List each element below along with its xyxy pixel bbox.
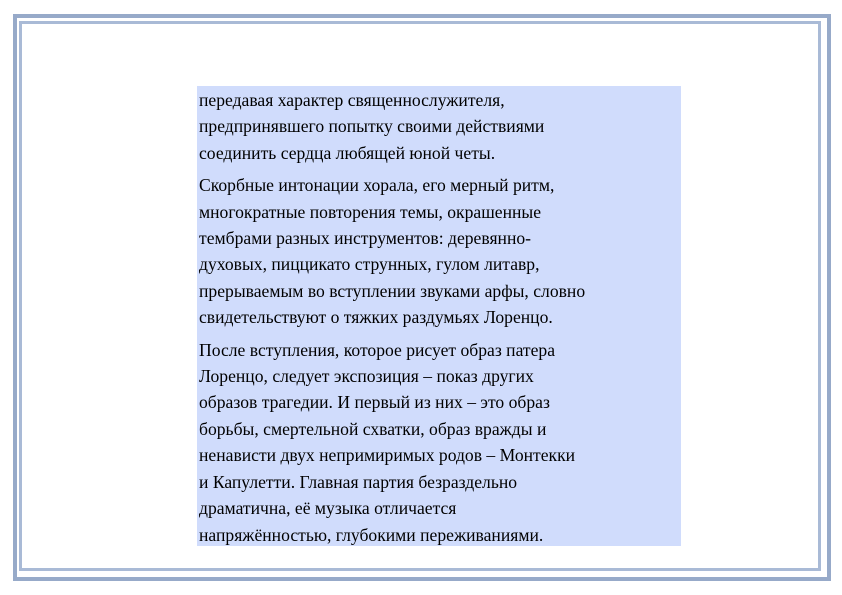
text-block [197, 86, 681, 546]
paragraph-3: После вступления, которое рисует образ патера Лоренцо, следует экспозиция – показ других образов трагедии. И первый из них – это образ борьбы, смертельной схватки, образ вражды и ненависти двух непримиримых родов – Монтекки и Капулетти. Главная партия безраздельно драматична, её музыка отличается напряжённостью, глубокими переживаниями. [199, 339, 576, 545]
paragraph-1: передавая характер священнослужителя, предпринявшего попытку своими действиями соединить сердца любящей юной четы. [199, 90, 545, 163]
paragraph-2: Скорбные интонации хорала, его мерный ритм, многократные повторения темы, окрашенные тембрами разных инструментов: деревянно- духовых, пиццикато струнных, гулом литавр, прерываемым во вступлении звуками арфы, словно свидетельствуют о тяжких раздумьях Лоренцо. [199, 175, 586, 328]
